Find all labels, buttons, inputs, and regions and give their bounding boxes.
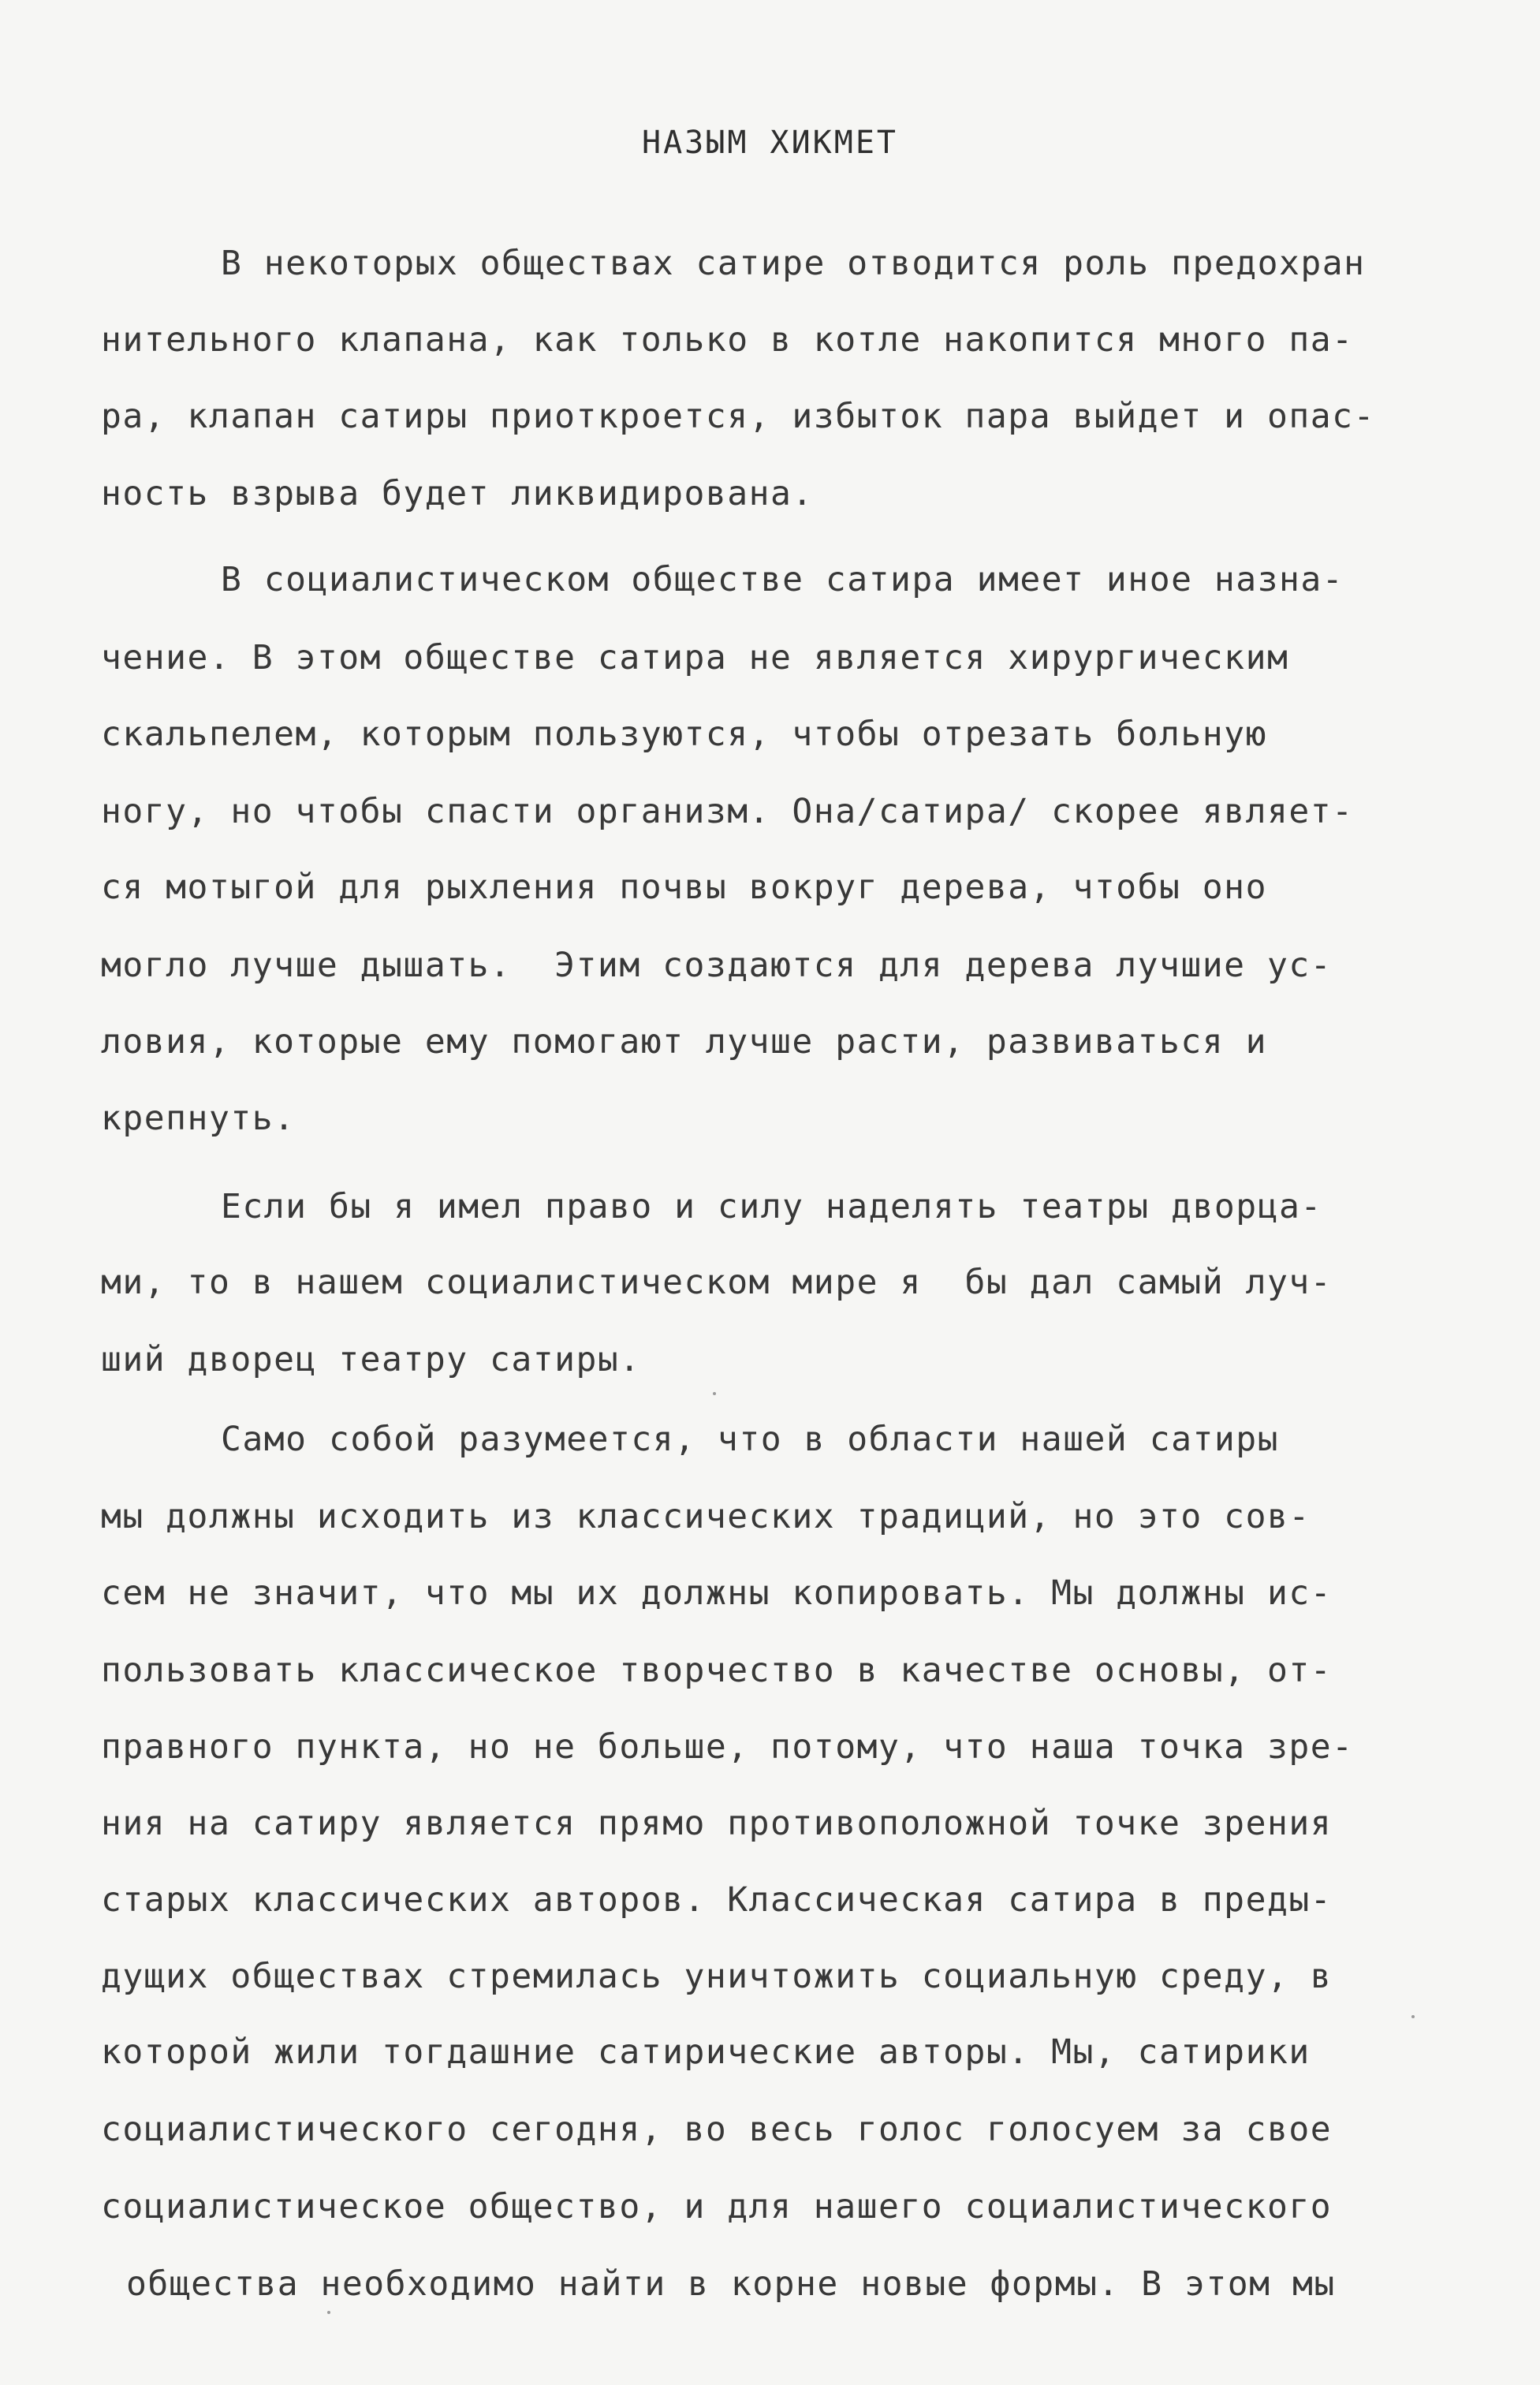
text-line: старых классических авторов. Классическая сатира в преды-: [101, 1880, 1333, 1920]
text-line: ся мотыгой для рыхления почвы вокруг дерева, чтобы оно: [101, 868, 1267, 907]
text-line: ния на сатиру является прямо противоположной точке зрения: [101, 1804, 1333, 1843]
text-line: чение. В этом обществе сатира не является хирургическим: [101, 638, 1289, 677]
text-line: ми, то в нашем социалистическом мире я бы дал самый луч-: [101, 1263, 1333, 1302]
paper-speck: [713, 1392, 716, 1395]
document-title: НАЗЫМ ХИКМЕТ: [642, 125, 898, 161]
text-line: которой жили тогдашние сатирические авторы. Мы, сатирики: [101, 2032, 1311, 2072]
text-line: скальпелем, которым пользуются, чтобы отрезать больную: [101, 715, 1267, 754]
text-line: ловия, которые ему помогают лучше расти, развиваться и: [101, 1022, 1267, 1062]
text-line: пользовать классическое творчество в качестве основы, от-: [101, 1651, 1333, 1690]
text-line: В социалистическом обществе сатира имеет иное назна-: [221, 560, 1344, 599]
text-line: В некоторых обществах сатире отводится роль предохран: [221, 244, 1366, 283]
text-line: Само собой разумеется, что в области нашей сатиры: [221, 1420, 1280, 1459]
text-line: социалистическое общество, и для нашего социалистического: [101, 2187, 1333, 2226]
text-line: общества необходимо найти в корне новые формы. В этом мы: [126, 2264, 1336, 2304]
text-line: ность взрыва будет ликвидирована.: [101, 474, 814, 513]
text-line: нительного клапана, как только в котле накопится много па-: [101, 320, 1354, 360]
text-line: Если бы я имел право и силу наделять театры дворца-: [221, 1187, 1322, 1226]
text-line: крепнуть.: [101, 1099, 296, 1138]
text-line: сем не значит, что мы их должны копировать. Мы должны ис-: [101, 1573, 1333, 1613]
text-line: ший дворец театру сатиры.: [101, 1340, 641, 1379]
text-line: ногу, но чтобы спасти организм. Она/сатира/ скорее являет-: [101, 792, 1354, 831]
paper-speck: [327, 2311, 330, 2314]
text-line: ра, клапан сатиры приоткроется, избыток пара выйдет и опас-: [101, 397, 1375, 436]
text-line: могло лучше дышать. Этим создаются для дерева лучшие ус-: [101, 946, 1333, 985]
paper-speck: [1411, 2015, 1415, 2018]
text-line: мы должны исходить из классических традиций, но это сов-: [101, 1497, 1311, 1536]
text-line: социалистического сегодня, во весь голос голосуем за свое: [101, 2110, 1333, 2149]
text-line: дущих обществах стремилась уничтожить социальную среду, в: [101, 1957, 1333, 1996]
text-line: правного пункта, но не больше, потому, что наша точка зре-: [101, 1727, 1354, 1767]
